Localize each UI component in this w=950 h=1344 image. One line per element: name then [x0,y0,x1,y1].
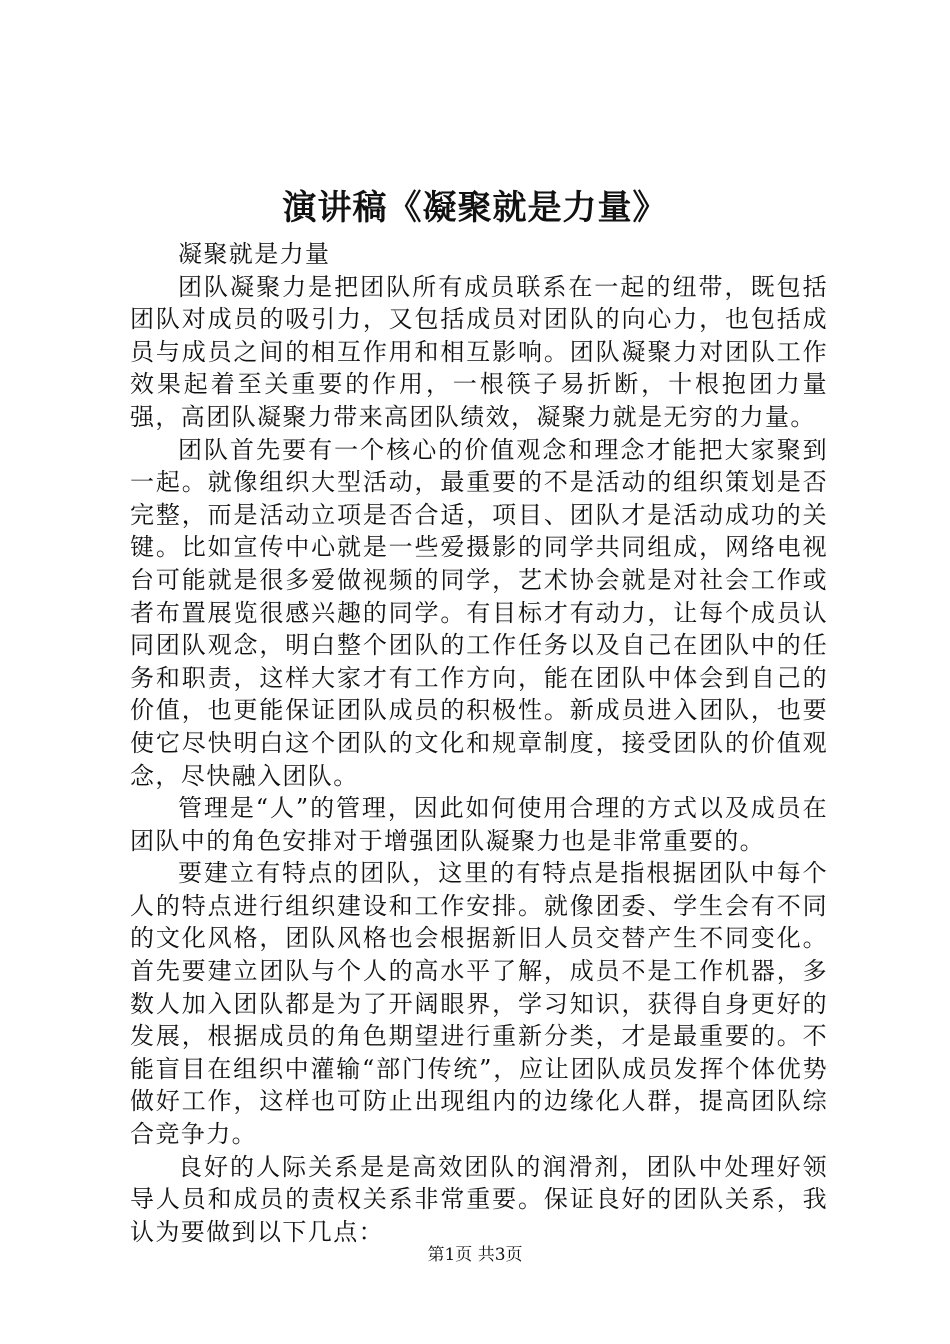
paragraph: 要建立有特点的团队，这里的有特点是指根据团队中每个人的特点进行组织建设和工作安排。就像团委、学生会有不同的文化风格，团队风格也会根据新旧人员交替产生不同变化。首先要建立团队与个人的高水平了解，成员不是工作机器，多数人加入团队都是为了开阔眼界，学习知识，获得自身更好的发展，根据成员的角色期望进行重新分类，才是最重要的。不能盲目在组织中灌输“部门传统”，应让团队成员发挥个体优势做好工作，这样也可防止出现组内的边缘化人群，提高团队综合竞争力。 [130,859,828,1149]
paragraph-subtitle: 凝聚就是力量 [178,240,331,268]
page-footer: 第1页 共3页 [427,1245,523,1265]
paragraph: 良好的人际关系是是高效团队的润滑剂，团队中处理好领导人员和成员的责权关系非常重要。保证良好的团队关系，我认为要做到以下几点： [130,1152,828,1246]
document-title: 演讲稿《凝聚就是力量》 [282,188,668,228]
paragraph: 团队首先要有一个核心的价值观念和理念才能把大家聚到一起。就像组织大型活动，最重要的不是活动的组织策划是否完整，而是活动立项是否合适，项目、团队才是活动成功的关键。比如宣传中心就是一些爱摄影的同学共同组成，网络电视台可能就是很多爱做视频的同学，艺术协会就是对社会工作或者布置展览很感兴趣的同学。有目标才有动力，让每个成员认同团队观念，明白整个团队的工作任务以及自己在团队中的任务和职责，这样大家才有工作方向，能在团队中体会到自己的价值，也更能保证团队成员的积极性。新成员进入团队，也要使它尽快明白这个团队的文化和规章制度，接受团队的价值观念，尽快融入团队。 [130,435,828,790]
document-body [130,238,828,1248]
paragraph: 管理是“人”的管理，因此如何使用合理的方式以及成员在团队中的角色安排对于增强团队凝聚力也是非常重要的。 [130,794,828,855]
paragraph: 团队凝聚力是把团队所有成员联系在一起的纽带，既包括团队对成员的吸引力，又包括成员对团队的向心力，也包括成员与成员之间的相互作用和相互影响。团队凝聚力对团队工作效果起着至关重要的作用，一根筷子易折断，十根抱团力量强，高团队凝聚力带来高团队绩效，凝聚力就是无穷的力量。 [130,272,828,431]
